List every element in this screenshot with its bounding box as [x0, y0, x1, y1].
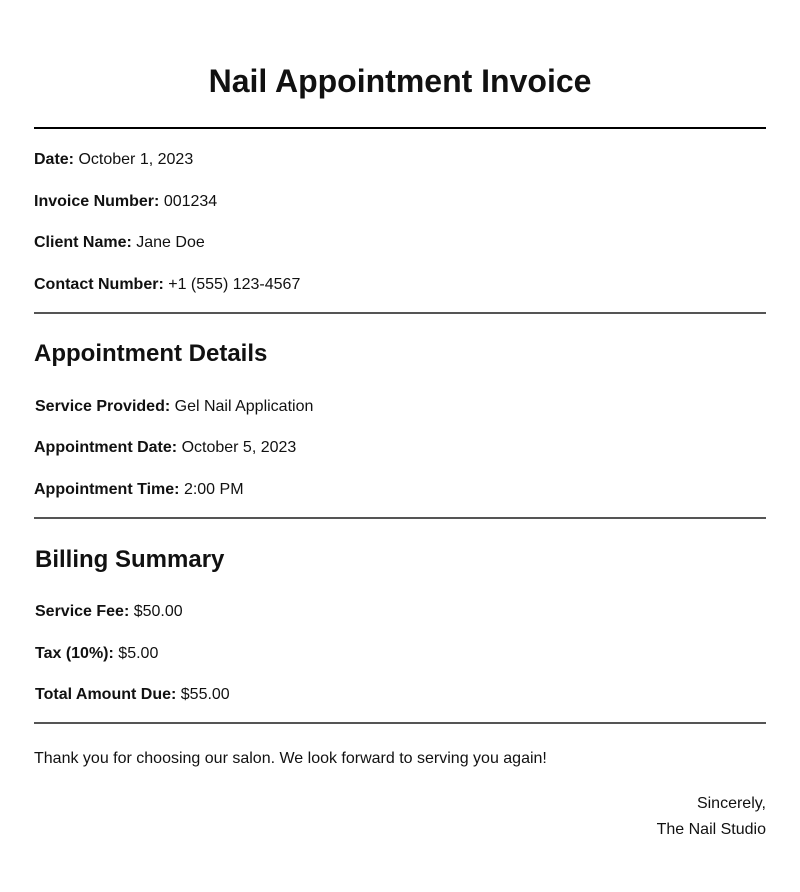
appointment-time-field — [34, 480, 244, 500]
appointment-date-field — [34, 438, 296, 458]
date-value: October 1, 2023 — [78, 151, 194, 168]
appointment-date-value: October 5, 2023 — [181, 439, 297, 456]
appointment-time-value: 2:00 PM — [183, 481, 244, 498]
tax-label: Tax (10%): — [35, 645, 114, 662]
client-name-label: Client Name: — [34, 234, 132, 251]
tax-value: $5.00 — [118, 645, 159, 662]
date-label: Date: — [34, 151, 75, 168]
contact-number-value: +1 (555) 123-4567 — [168, 276, 301, 293]
total-amount-value: $55.00 — [180, 686, 230, 703]
invoice-number-label: Invoice Number: — [34, 193, 160, 210]
billing-summary-heading: Billing Summary — [35, 546, 225, 573]
contact-number-label: Contact Number: — [34, 276, 164, 293]
appointment-time-label: Appointment Time: — [34, 481, 180, 498]
client-name-value: Jane Doe — [136, 234, 205, 251]
service-provided-label: Service Provided: — [35, 398, 171, 415]
closing-salutation: Sincerely, — [696, 795, 766, 812]
service-provided-field — [35, 397, 313, 417]
signature: The Nail Studio — [656, 821, 766, 838]
appointment-date-label: Appointment Date: — [34, 439, 178, 456]
page-title: Nail Appointment Invoice — [208, 63, 592, 99]
client-name-field — [34, 233, 205, 253]
section-divider — [34, 312, 766, 314]
service-fee-value: $50.00 — [133, 603, 183, 620]
tax-field — [35, 644, 158, 664]
contact-number-field — [34, 275, 300, 295]
date-field — [34, 150, 193, 170]
service-fee-label: Service Fee: — [35, 603, 130, 620]
service-fee-field — [35, 602, 183, 622]
section-divider — [34, 517, 766, 519]
service-provided-value: Gel Nail Application — [174, 398, 314, 415]
appointment-details-heading: Appointment Details — [34, 340, 268, 367]
total-amount-label: Total Amount Due: — [35, 686, 177, 703]
thank-you-message: Thank you for choosing our salon. We look forward to serving you again! — [34, 750, 547, 767]
invoice-number-field — [34, 192, 217, 212]
invoice-number-value: 001234 — [163, 193, 218, 210]
section-divider — [34, 722, 766, 724]
title-divider — [34, 127, 766, 129]
total-amount-field — [35, 685, 230, 705]
